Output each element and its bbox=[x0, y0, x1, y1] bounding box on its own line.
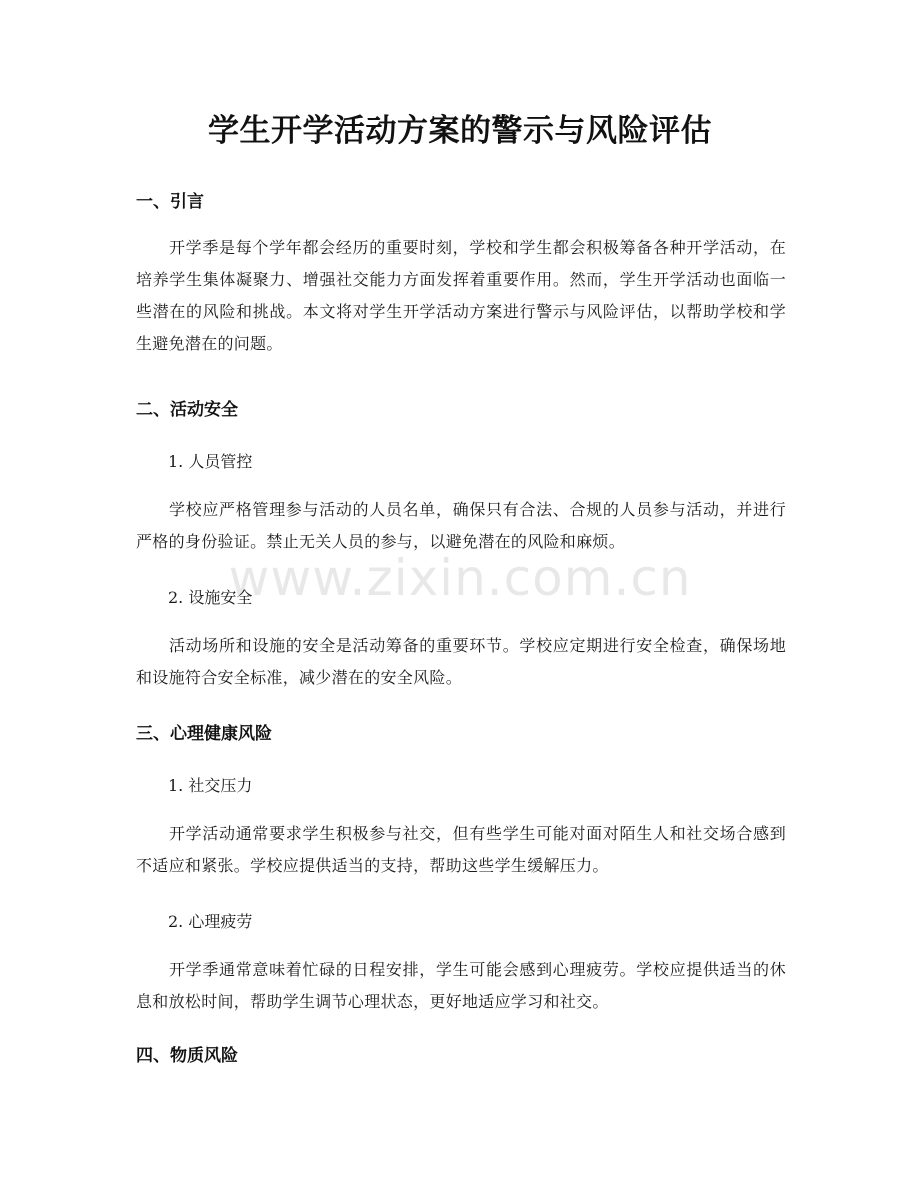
section-heading-activity-safety: 二、活动安全 bbox=[136, 400, 238, 420]
watermark: www.zixin.com.cn bbox=[228, 549, 692, 607]
section-heading-mental-health: 三、心理健康风险 bbox=[136, 724, 272, 744]
section-paragraph-intro: 开学季是每个学年都会经历的重要时刻，学校和学生都会积极筹备各种开学活动，在培养学生集体凝聚力、增强社交能力方面发挥着重要作用。然而，学生开学活动也面临一些潜在的风险和挑战。本文将对学生开学活动方案进行警示与风险评估，以帮助学校和学生避免潜在的问题。 bbox=[136, 238, 786, 353]
paragraph-mental-fatigue: 开学季通常意味着忙碌的日程安排，学生可能会感到心理疲劳。学校应提供适当的休息和放松时间，帮助学生调节心理状态，更好地适应学习和社交。 bbox=[136, 960, 786, 1011]
subheading-social-pressure: 1. 社交压力 bbox=[168, 776, 253, 795]
subheading-mental-fatigue: 2. 心理疲劳 bbox=[168, 912, 253, 931]
paragraph-social-pressure: 开学活动通常要求学生积极参与社交，但有些学生可能对面对陌生人和社交场合感到不适应和紧张。学校应提供适当的支持，帮助这些学生缓解压力。 bbox=[136, 824, 786, 875]
document-title: 学生开学活动方案的警示与风险评估 bbox=[208, 113, 712, 149]
subheading-facility-safety: 2. 设施安全 bbox=[168, 588, 253, 607]
section-heading-material-risk: 四、物质风险 bbox=[136, 1046, 238, 1066]
subheading-personnel-control: 1. 人员管控 bbox=[168, 452, 253, 471]
paragraph-personnel-control: 学校应严格管理参与活动的人员名单，确保只有合法、合规的人员参与活动，并进行严格的身份验证。禁止无关人员的参与，以避免潜在的风险和麻烦。 bbox=[136, 500, 786, 551]
paragraph-facility-safety: 活动场所和设施的安全是活动筹备的重要环节。学校应定期进行安全检查，确保场地和设施符合安全标准，减少潜在的安全风险。 bbox=[136, 636, 786, 687]
section-heading-intro: 一、引言 bbox=[136, 192, 204, 212]
